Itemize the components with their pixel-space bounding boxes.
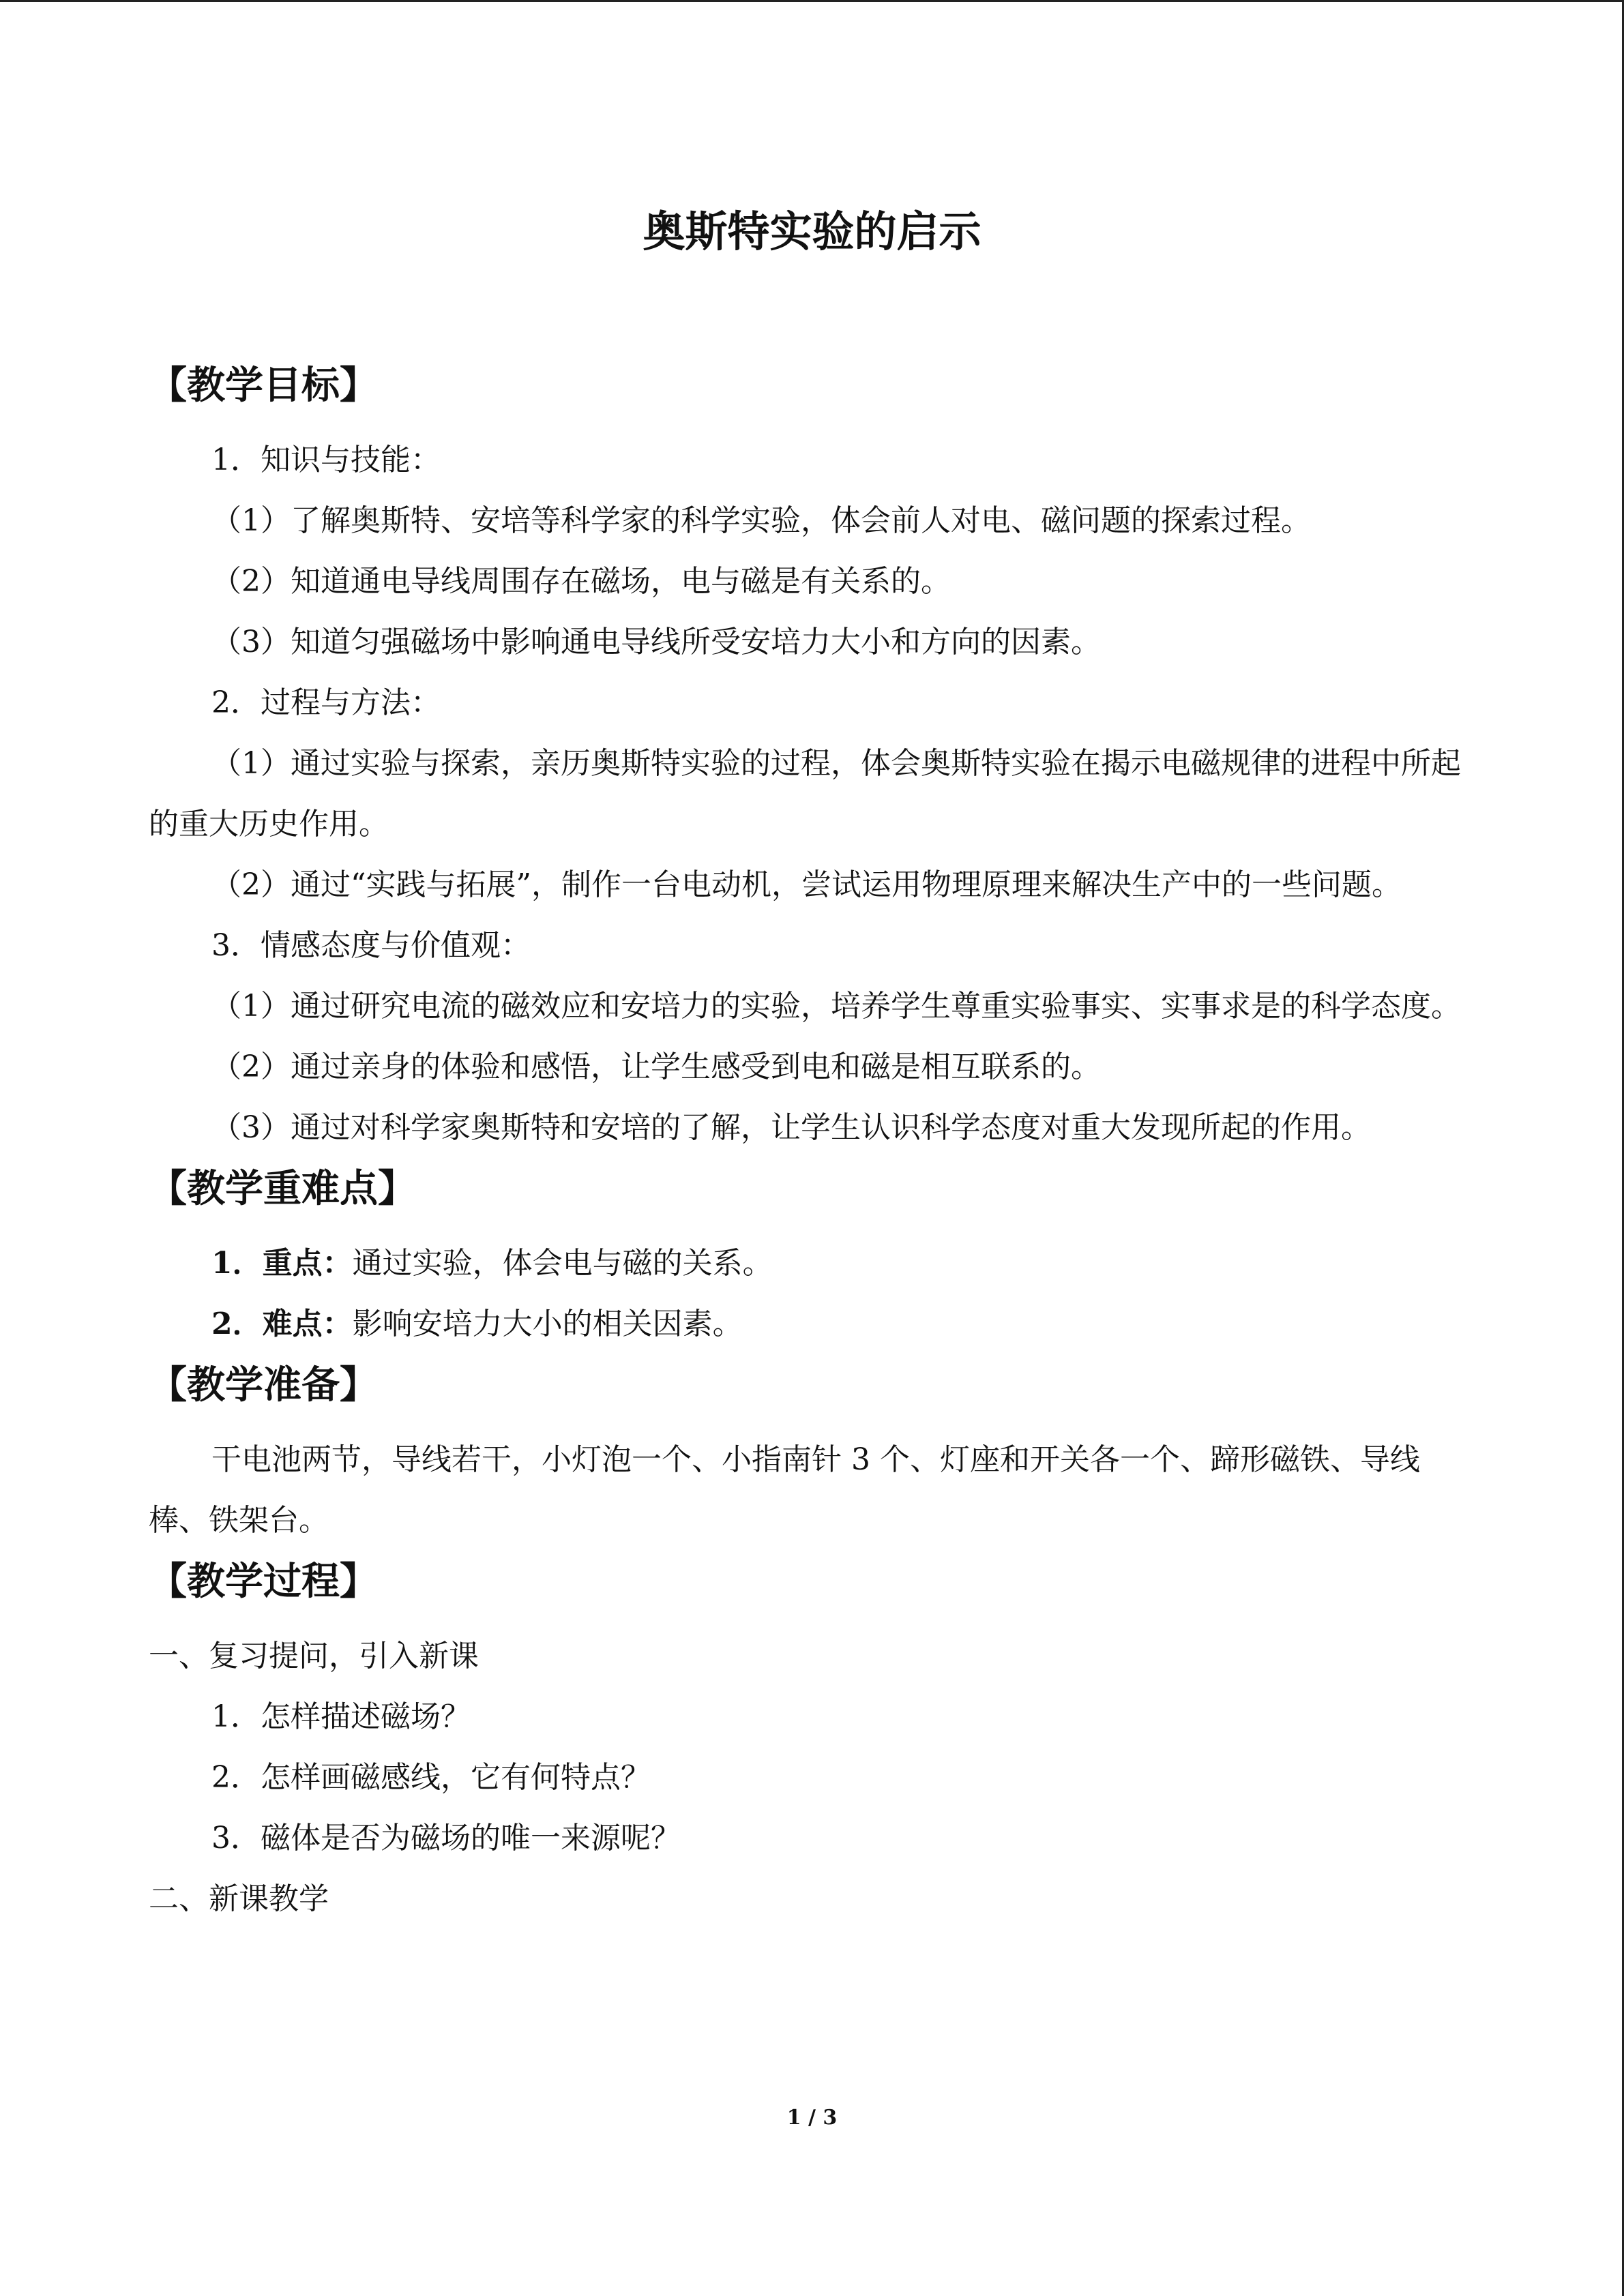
difficult-point-text: 影响安培力大小的相关因素。 [352, 1307, 743, 1341]
heading-teaching-process: 【教学过程】 [149, 1559, 378, 1604]
review-question-2: 2．怎样画磁感线，它有何特点？ [211, 1760, 651, 1795]
heading-teaching-objectives: 【教学目标】 [149, 363, 378, 408]
difficult-point-label: 2．难点： [211, 1307, 353, 1341]
page-number: 1 / 3 [786, 2106, 838, 2130]
objective-knowledge-3: （3）知道匀强磁场中影响通电导线所受安培力大小和方向的因素。 [211, 625, 1101, 659]
objective-knowledge-1: （1）了解奥斯特、安培等科学家的科学实验，体会前人对电、磁问题的探索过程。 [211, 503, 1311, 538]
key-point-label: 1．重点： [211, 1246, 353, 1281]
objective-emotion-3: （3）通过对科学家奥斯特和安培的了解，让学生认识科学态度对重大发现所起的作用。 [211, 1110, 1371, 1145]
key-point [149, 1233, 1475, 1294]
preparation-text: 干电池两节，导线若干，小灯泡一个、小指南针 3 个、灯座和开关各一个、蹄形磁铁、导线棒、铁架台。 [149, 1442, 1420, 1538]
heading-teaching-preparation: 【教学准备】 [149, 1362, 378, 1407]
objective-emotion-heading: 3．情感态度与价值观： [211, 928, 531, 963]
document-title: 奥斯特实验的启示 [643, 207, 981, 256]
objective-knowledge-2: （2）知道通电导线周围存在磁场，电与磁是有关系的。 [211, 564, 951, 599]
document-page [149, 205, 1475, 1929]
objective-emotion-1: （1）通过研究电流的磁效应和安培力的实验，培养学生尊重实验事实、实事求是的科学态度。 [211, 989, 1461, 1024]
difficult-point [149, 1294, 1475, 1354]
review-question-1: 1．怎样描述磁场？ [211, 1699, 471, 1734]
page-border-top [0, 0, 1624, 2]
review-question-3: 3．磁体是否为磁场的唯一来源呢？ [211, 1821, 681, 1855]
key-point-text: 通过实验，体会电与磁的关系。 [352, 1246, 773, 1281]
objective-knowledge-heading: 1．知识与技能： [211, 443, 441, 477]
process-step-2: 二、新课教学 [149, 1881, 329, 1916]
objective-process-2: （2）通过“实践与拓展”，制作一台电动机，尝试运用物理原理来解决生产中的一些问题。 [211, 867, 1402, 902]
objective-process-heading: 2．过程与方法： [211, 685, 441, 720]
heading-key-difficult-points: 【教学重难点】 [149, 1166, 416, 1211]
process-step-1: 一、复习提问，引入新课 [149, 1639, 479, 1673]
objective-emotion-2: （2）通过亲身的体验和感悟，让学生感受到电和磁是相互联系的。 [211, 1049, 1101, 1084]
objective-process-1: （1）通过实验与探索，亲历奥斯特实验的过程，体会奥斯特实验在揭示电磁规律的进程中所起的重大历史作用。 [149, 746, 1461, 841]
